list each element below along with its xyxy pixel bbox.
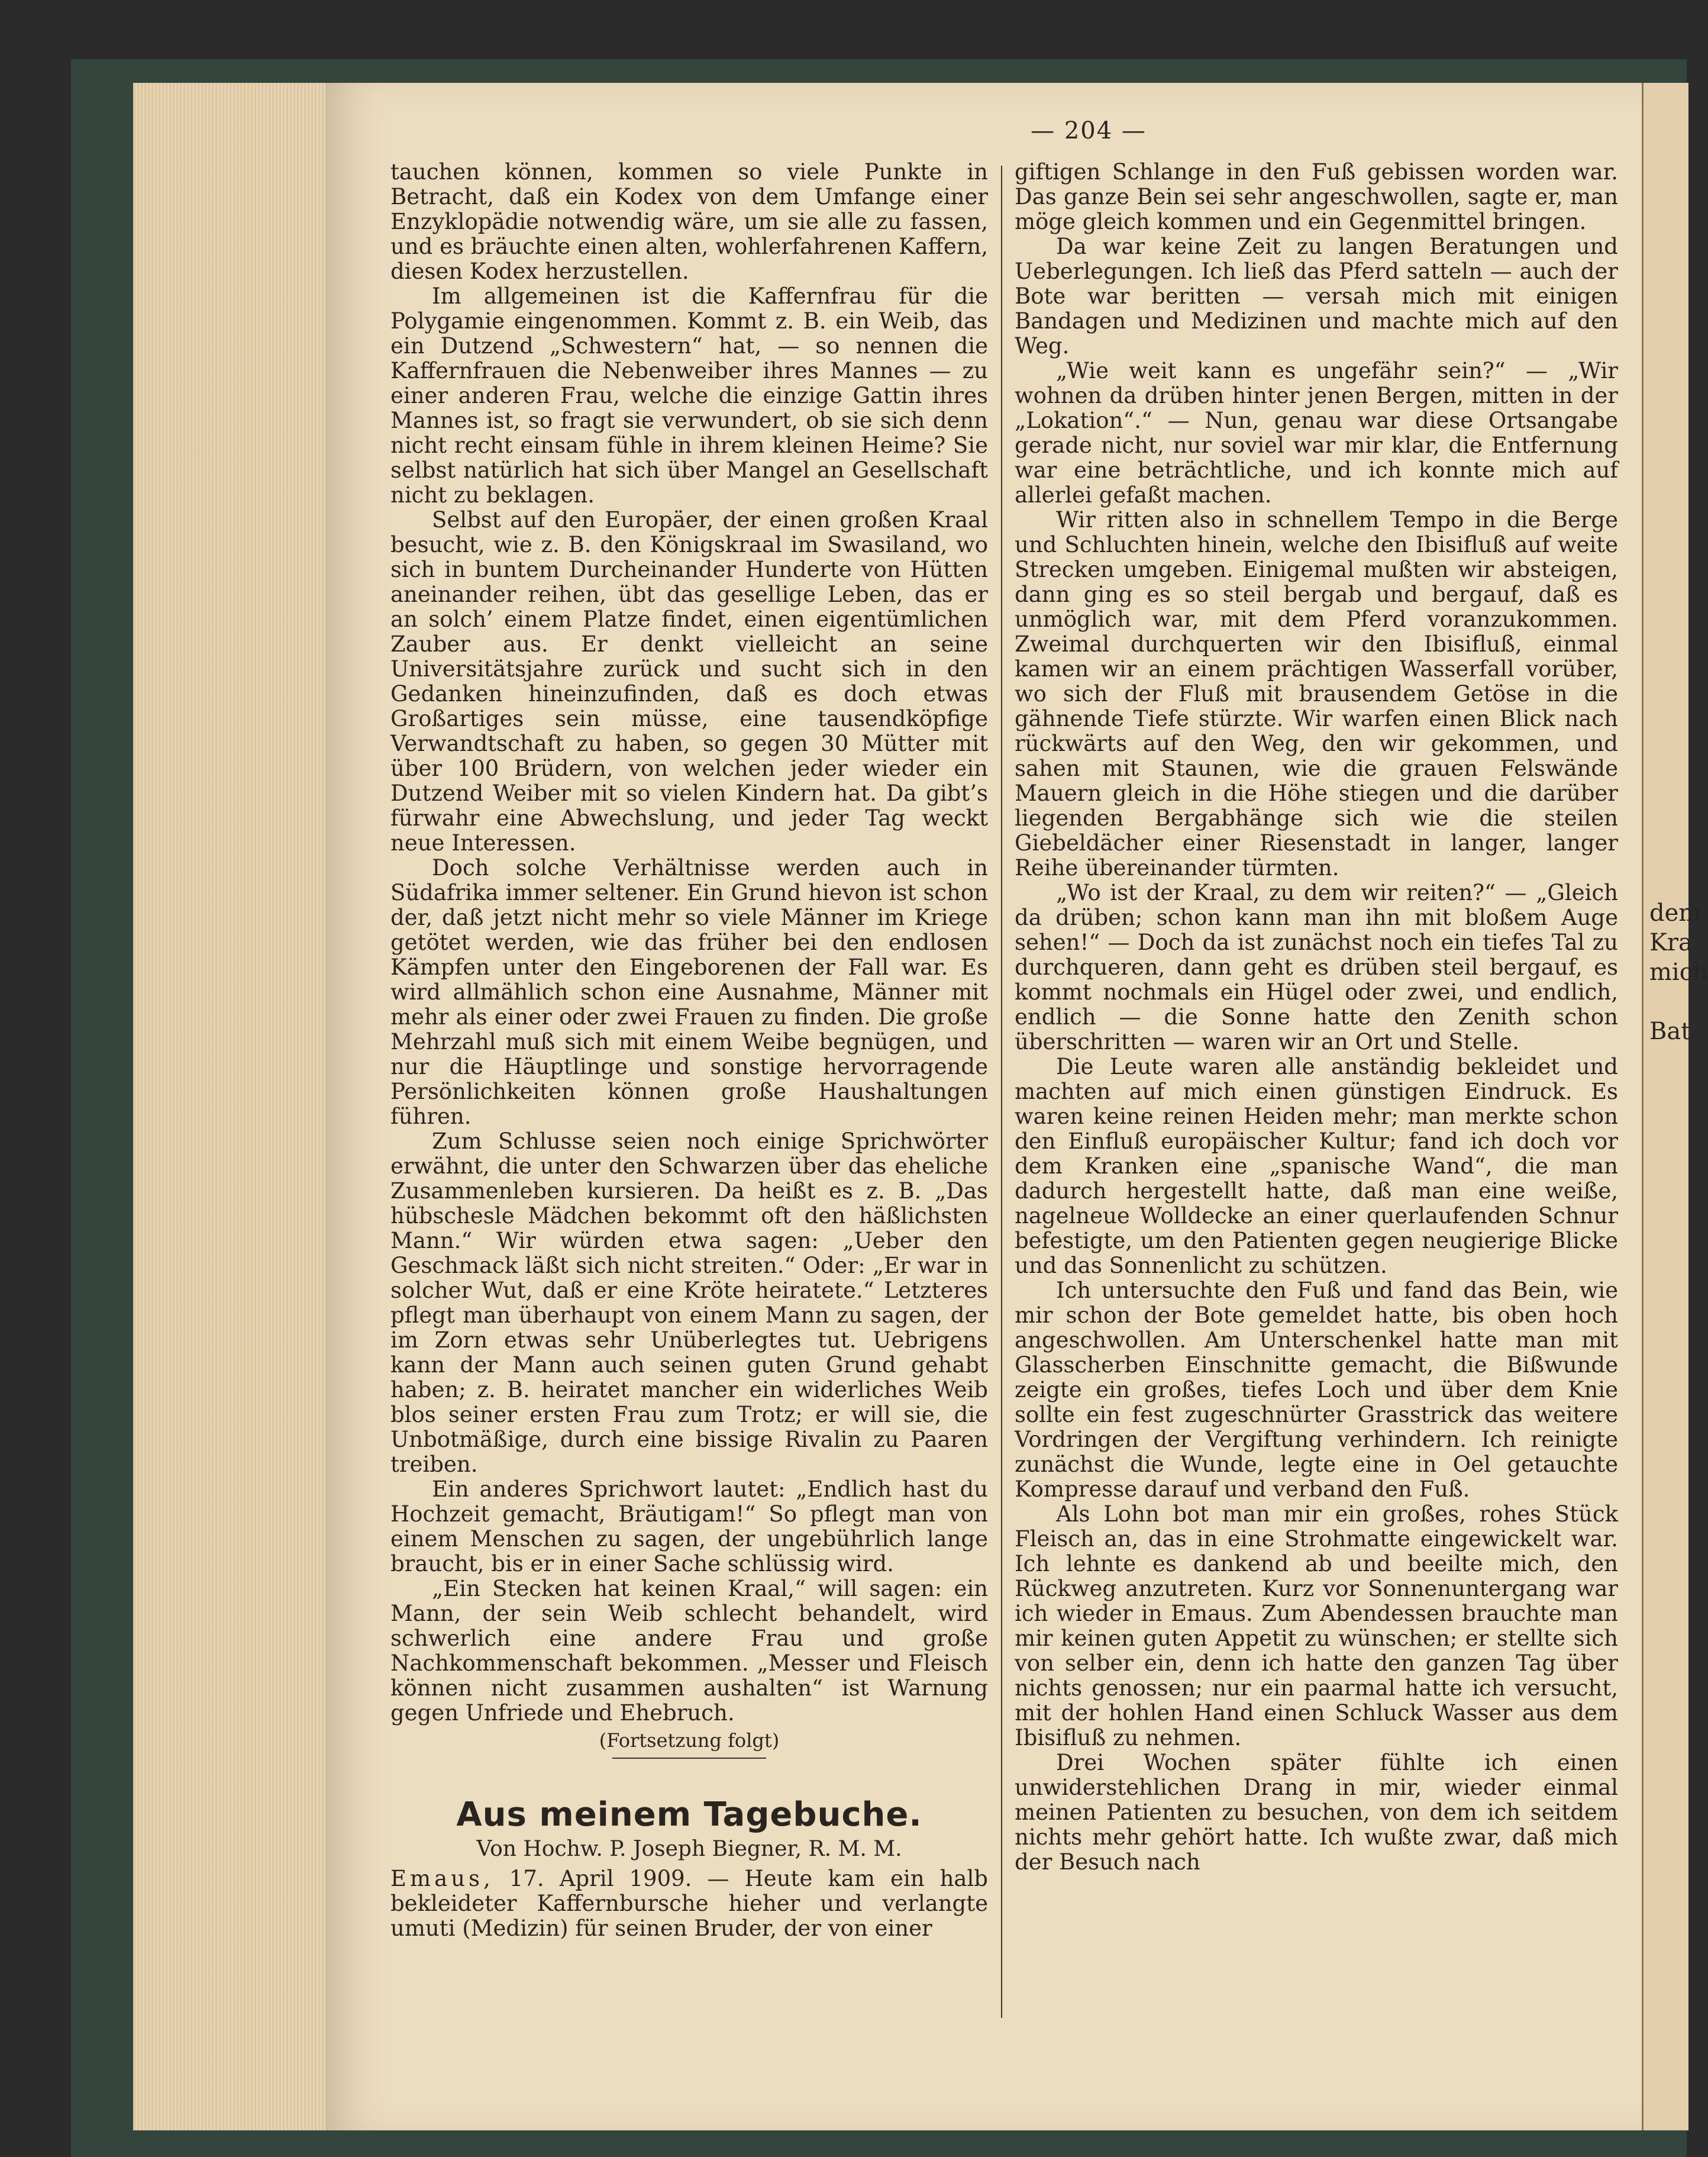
next-page-fragment: Kra	[1649, 929, 1693, 956]
paragraph: Im allgemeinen ist die Kaffernfrau für die Polygamie eingenommen. Kommt z. B. ein Weib, das ein Dutzend „Schwestern“ hat, — so nennen die Kaffernfrauen die Nebenweiber ihres Mannes — zu einer anderen Frau, welche die einzige Gattin ihres Mannes ist, so fragt sie verwundert, ob sie sich denn nicht recht einsam fühle in ihrem kleinen Heime? Sie selbst natürlich hat sich über Mangel an Gesellschaft nicht zu beklagen.	[390, 283, 988, 508]
paragraph: Da war keine Zeit zu langen Beratungen und Ueberlegungen. Ich ließ das Pferd satteln — auch der Bote war beritten — versah mich mit einigen Bandagen und Medizinen und machte mich auf den Weg.	[1015, 234, 1618, 359]
paragraph: „Wo ist der Kraal, zu dem wir reiten?“ — „Gleich da drüben; schon kann man ihn mit bloßem Auge sehen!“ — Doch da ist zunächst noch ein tiefes Tal zu durchqueren, dann geht es drüben steil bergauf, es kommt nochmals ein Hügel oder zwei, und endlich, endlich — die Sonne hatte den Zenith schon überschritten — waren wir an Ort und Stelle.	[1015, 880, 1618, 1055]
paragraph: „Ein Stecken hat keinen Kraal,“ will sagen: ein Mann, der sein Weib schlecht behandelt, wird schwerlich eine andere Frau und große Nachkommenschaft bekommen. „Messer und Fleisch können nicht zusammen aushalten“ ist Warnung gegen Unfriede und Ehebruch.	[390, 1576, 988, 1726]
article-author: Von Hochw. P. Joseph Biegner, R. M. M.	[476, 1837, 902, 1861]
paragraph: Ich untersuchte den Fuß und fand das Bein, wie mir schon der Bote gemeldet hatte, bis oben hoch angeschwollen. Am Unterschenkel hatte man mit Glasscherben Einschnitte gemacht, die Bißwunde zeigte ein großes, tiefes Loch und über dem Knie sollte ein fest zugeschnürter Grasstrick das weitere Vordringen der Vergiftung verhindern. Ich reinigte zunächst die Wunde, legte eine in Oel getauchte Kompresse darauf und verband den Fuß.	[1015, 1278, 1618, 1502]
article-title: Aus meinem Tagebuche.	[456, 1795, 922, 1834]
article-opening	[390, 1866, 988, 1941]
page-number: — 204 —	[1031, 117, 1147, 144]
column-rule	[1001, 166, 1002, 2018]
paragraph: tauchen können, kommen so viele Punkte in Betracht, daß ein Kodex von dem Umfange einer Enzyklopädie notwendig wäre, um sie alle zu fassen, und es bräuchte einen alten, wohlerfahrenen Kaffern, diesen Kodex herzustellen.	[390, 159, 988, 284]
paragraph: Als Lohn bot man mir ein großes, rohes Stück Fleisch an, das in eine Strohmatte eingewickelt war. Ich lehnte es dankend ab und beeilte mich, den Rückweg anzutreten. Kurz vor Sonnenuntergang war ich wieder in Emaus. Zum Abendessen brauchte man mir keinen guten Appetit zu wünschen; er stellte sich von selber ein, denn ich hatte den ganzen Tag über nichts genossen; nur ein paarmal hatte ich versucht, mit der hohlen Hand einen Schluck Wasser aus dem Ibisifluß zu nehmen.	[1015, 1501, 1618, 1750]
next-page-fragment: dem	[1649, 899, 1701, 927]
next-page-fragment: mich	[1649, 959, 1708, 986]
paragraph: Wir ritten also in schnellem Tempo in die Berge und Schluchten hinein, welche den Ibisifluß auf weite Strecken umgeben. Einigemal mußten wir absteigen, dann ging es so steil bergab und bergauf, daß es unmöglich war, mit dem Pferd voranzukommen. Zweimal durchquerten wir den Ibisifluß, einmal kamen wir an einem prächtigen Wasserfall vorüber, wo sich der Fluß mit brausendem Getöse in die gähnende Tiefe stürzte. Wir warfen einen Blick nach rückwärts auf den Weg, den wir gekommen, und sahen mit Staunen, wie die grauen Felswände Mauern gleich in die Höhe stiegen und die darüber liegenden Bergabhänge sich wie die steilen Giebeldächer einer Riesenstadt in langer, langer Reihe übereinander türmten.	[1015, 507, 1618, 881]
paragraph: „Wie weit kann es ungefähr sein?“ — „Wir wohnen da drüben hinter jenen Bergen, mitten in der „Lokation“.“ — Nun, genau war diese Ortsangabe gerade nicht, nur soviel war mir klar, die Entfernung war eine beträchtliche, und ich konnte mich auf allerlei gefaßt machen.	[1015, 358, 1618, 508]
paragraph: Doch solche Verhältnisse werden auch in Südafrika immer seltener. Ein Grund hievon ist schon der, daß jetzt nicht mehr so viele Männer im Kriege getötet werden, wie das früher bei den endlosen Kämpfen unter den Eingeborenen der Fall war. Es wird allmählich schon eine Ausnahme, Männer mit mehr als einer oder zwei Frauen zu finden. Die große Mehrzahl muß sich mit einem Weibe begnügen, und nur die Häuptlinge und sonstige hervorragende Persönlichkeiten können große Haushaltungen führen.	[390, 855, 988, 1129]
right-column	[1015, 160, 1618, 1875]
paragraph: giftigen Schlange in den Fuß gebissen worden war. Das ganze Bein sei sehr angeschwollen, sagte er, man möge gleich kommen und ein Gegenmittel bringen.	[1015, 159, 1618, 234]
article-opening-text: 17. April 1909. — Heute kam ein halb bekleideter Kaffernbursche hieher und verlangte umuti (Medizin) für seinen Bruder, der von einer	[390, 1866, 988, 1941]
next-page-fragment: Bat	[1649, 1018, 1691, 1045]
paragraph: Drei Wochen später fühlte ich einen unwiderstehlichen Drang in mir, wieder einmal meinen Patienten zu besuchen, von dem ich seitdem nichts mehr gehört hatte. Ich wußte zwar, daß mich der Besuch nach	[1015, 1750, 1618, 1875]
paragraph: Ein anderes Sprichwort lautet: „Endlich hast du Hochzeit gemacht, Bräutigam!“ So pflegt man von einem Menschen zu sagen, der ungebührlich lange braucht, bis er in einer Sache schlüssig wird.	[390, 1476, 988, 1576]
continued-note: (Fortsetzung folgt)	[599, 1729, 780, 1752]
paragraph: Die Leute waren alle anständig bekleidet und machten auf mich einen günstigen Eindruck. Es waren keine reinen Heiden mehr; man merkte schon den Einfluß europäischer Kultur; fand ich doch vor dem Kranken eine „spanische Wand“, die man dadurch hergestellt hatte, daß man eine weiße, nagelneue Wolldecke an einer querlaufenden Schnur befestigte, um den Patienten gegen neugierige Blicke und das Sonnenlicht zu schützen.	[1015, 1054, 1618, 1278]
paragraph: Selbst auf den Europäer, der einen großen Kraal besucht, wie z. B. den Königskraal im Swasiland, wo sich in buntem Durcheinander Hunderte von Hütten aneinander reihen, übt das gesellige Leben, das er an solch’ einem Platze findet, einen eigentümlichen Zauber aus. Er denkt vielleicht an seine Universitätsjahre zurück und sucht sich in den Gedanken hineinzufinden, daß es doch etwas Großartiges sein müsse, eine tausendköpfige Verwandtschaft zu haben, so gegen 30 Mütter mit über 100 Brüdern, von welchen jeder wieder ein Dutzend Weiber mit so vielen Kindern hat. Da gibt’s fürwahr eine Abwechslung, und jeder Tag weckt neue Interessen.	[390, 507, 988, 856]
page-edges	[133, 83, 330, 2130]
article-place: Emaus,	[390, 1866, 494, 1891]
separator-line	[612, 1758, 766, 1759]
paragraph: Zum Schlusse seien noch einige Sprichwörter erwähnt, die unter den Schwarzen über das eheliche Zusammenleben kursieren. Da heißt es z. B. „Das hübschesle Mädchen bekommt oft den häßlichsten Mann.“ Wir würden etwa sagen: „Ueber den Geschmack läßt sich nicht streiten.“ Oder: „Er war in solcher Wut, daß er eine Kröte heiratete.“ Letzteres pflegt man überhaupt von einem Mann zu sagen, der im Zorn etwas sehr Unüberlegtes tut. Uebrigens kann der Mann auch seinen guten Grund gehabt haben; z. B. heiratet mancher ein widerliches Weib blos seiner ersten Frau zum Trotz; er will sie, die Unbotmäßige, durch eine bissige Rivalin zu Paaren treiben.	[390, 1129, 988, 1477]
left-column	[390, 160, 988, 1941]
book-page	[325, 83, 1651, 2130]
next-page-edge	[1642, 83, 1708, 2130]
